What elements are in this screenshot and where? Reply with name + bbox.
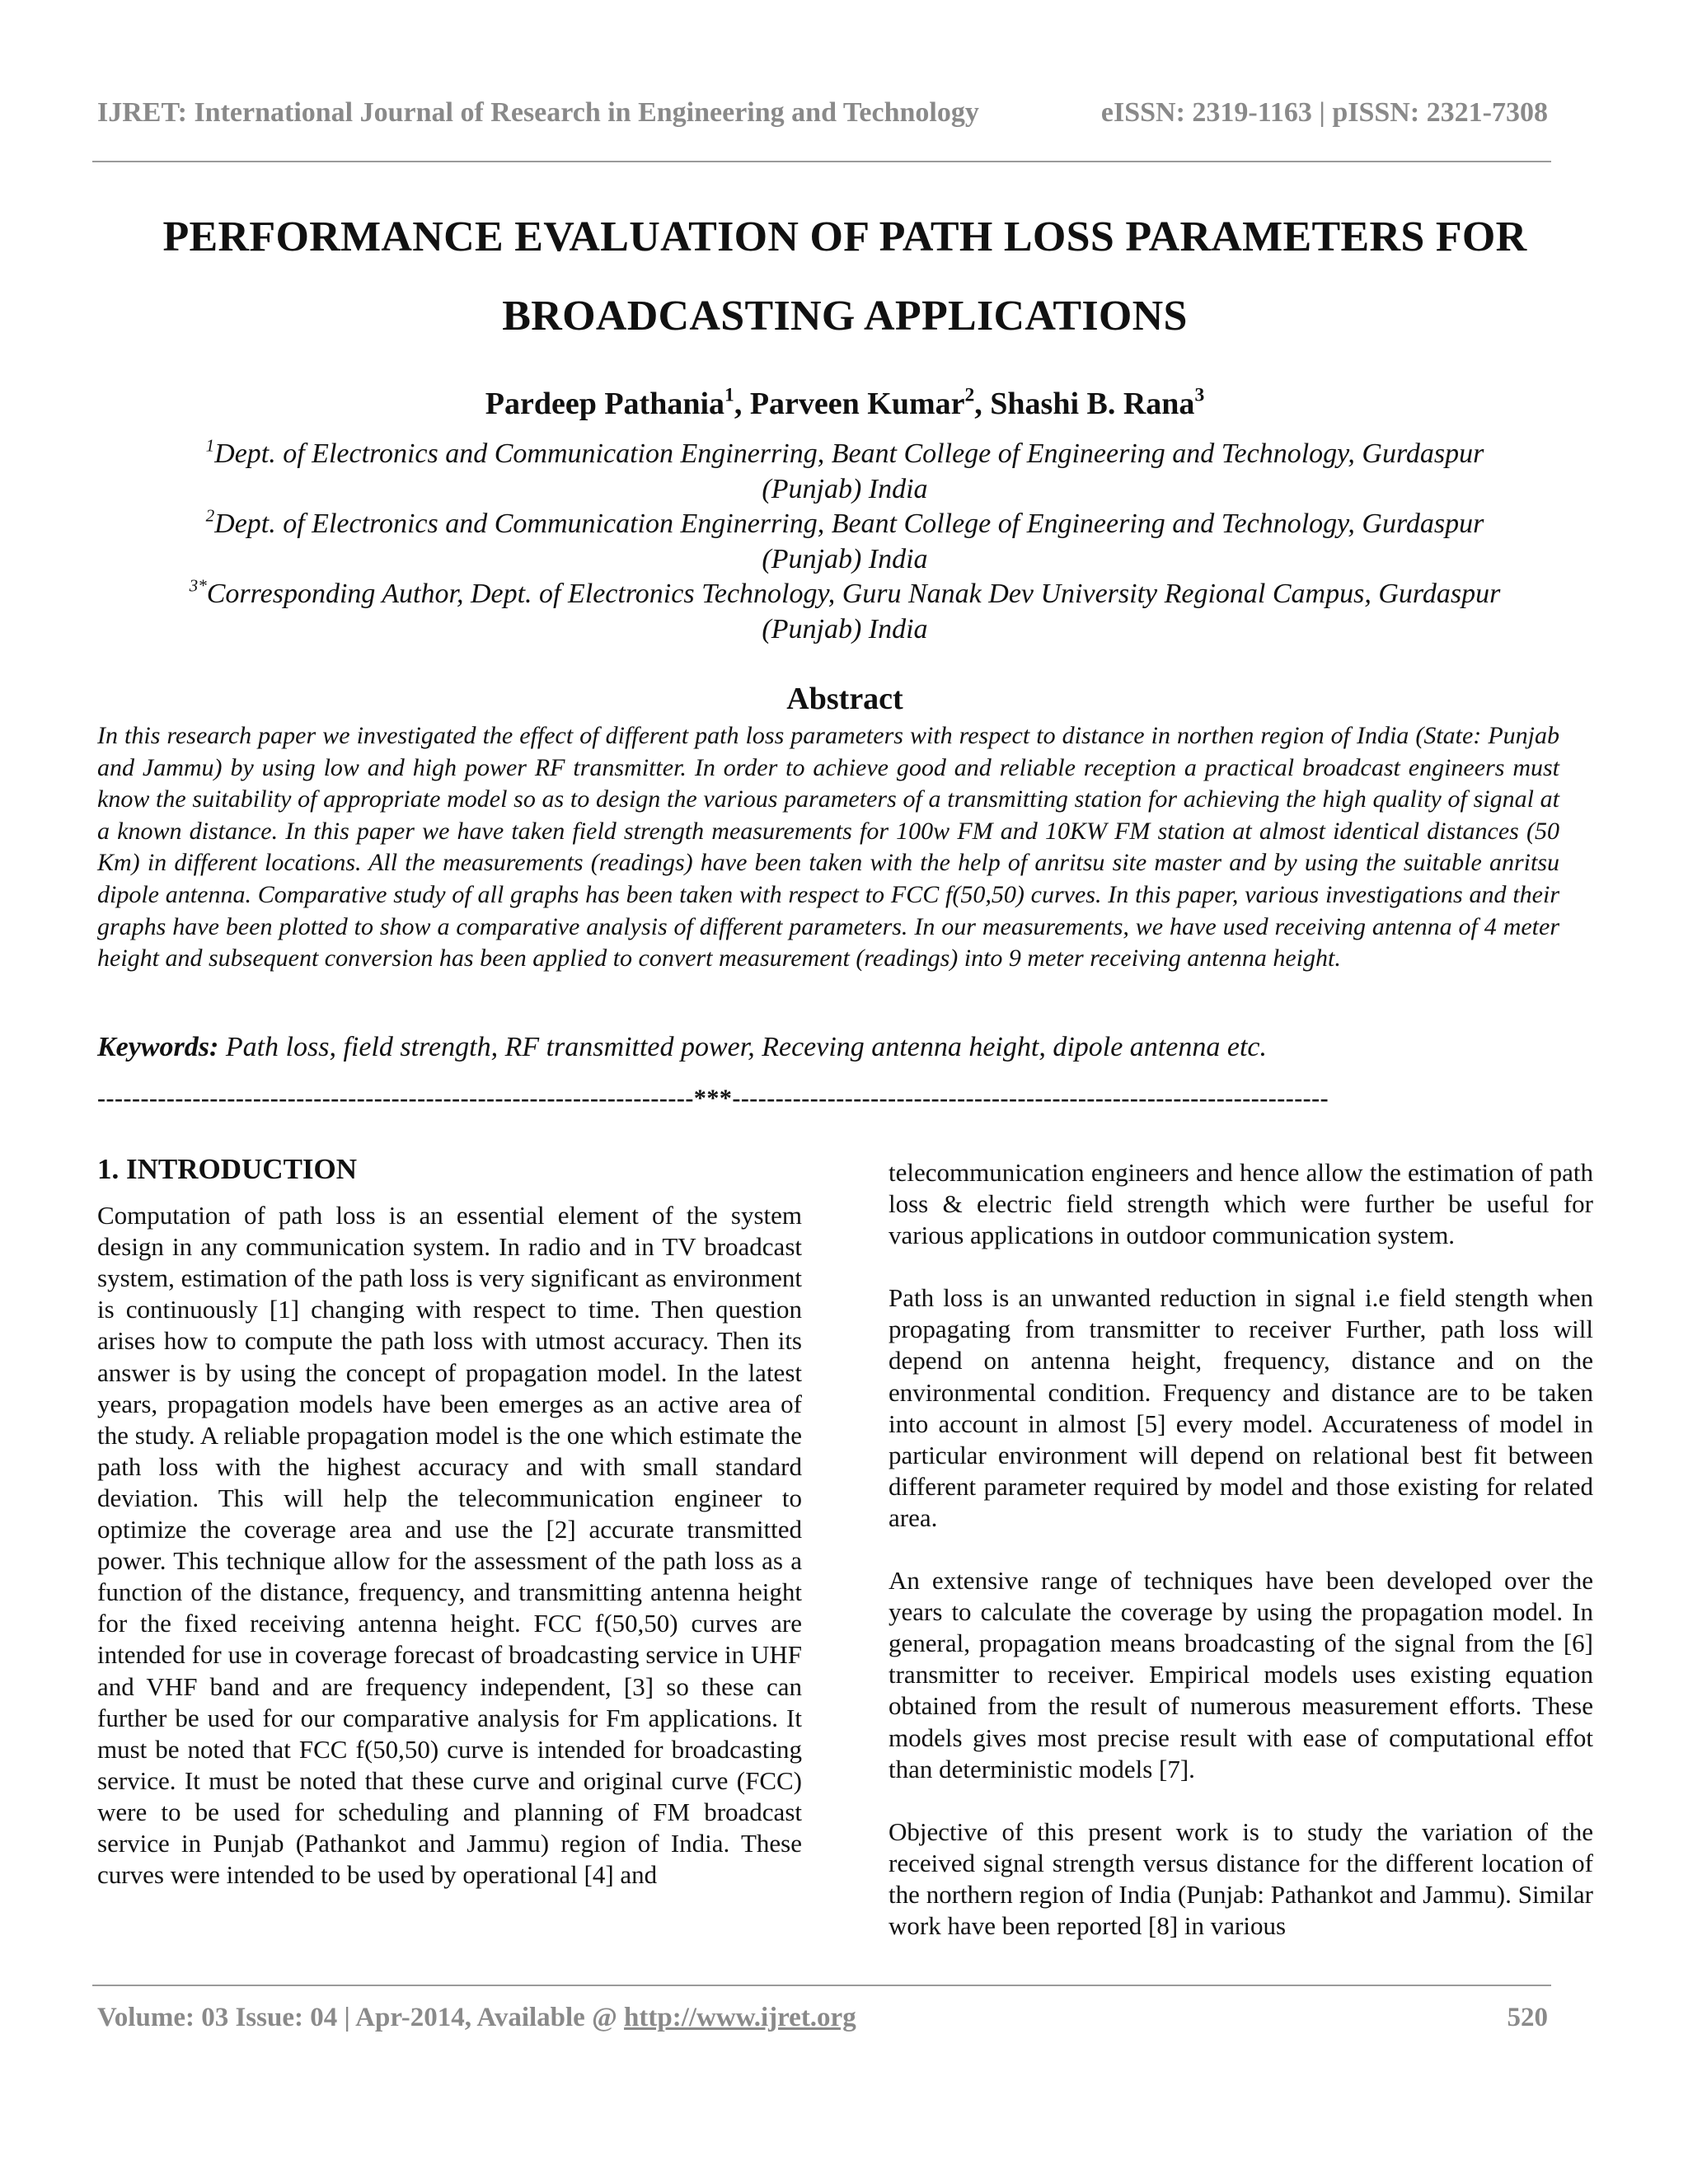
author-name: Pardeep Pathania <box>485 387 725 421</box>
paragraph: Path loss is an unwanted reduction in signal i.e field stength when propagating from transmitter to receiver Further, path loss will depend on antenna height, frequency, distance and on the environmental condition. Frequency and distance are to be taken into account in almost [5] every model. Accurateness of model in particular environment will depend on relational best fit between different parameter required by model and those existing for related area. <box>889 1283 1593 1532</box>
running-header <box>97 97 1548 129</box>
affiliation-2 <box>91 507 1599 542</box>
section-heading-introduction: 1. INTRODUCTION <box>97 1153 358 1185</box>
issn-info: eISSN: 2319-1163 | pISSN: 2321-7308 <box>1100 97 1548 128</box>
running-footer <box>97 2003 1548 2033</box>
affiliation-1-location: (Punjab) India <box>762 473 928 504</box>
author-name: Shashi B. Rana <box>990 387 1195 421</box>
journal-link[interactable]: http://www.ijret.org <box>624 2003 856 2032</box>
affiliation-3 <box>91 577 1599 612</box>
affiliation-text: Corresponding Author, Dept. of Electronics Technology, Guru Nanak Dev University Regional Campus, Gurdaspur <box>206 579 1501 609</box>
affiliation-1 <box>91 437 1599 472</box>
paragraph: Computation of path loss is an essential element of the system design in any communication system. In radio and in TV broadcast system, estimation of the path loss is very significant as environment is continuously [1] changing with respect to time. Then question arises how to compute the path loss with utmost accuracy. Then its answer is by using the concept of propagation model. In the latest years, propagation models have been emerges as an active area of the study. A reliable propagation model is the one which estimate the path loss with the highest accuracy and with small standard deviation. This will help the telecommunication engineer to optimize the coverage area and use the [2] accurate transmitted power. This technique allow for the assessment of the path loss as a function of the distance, frequency, and transmitting antenna height for the fixed receiving antenna height. FCC f(50,50) curves are intended for use in coverage forecast of broadcasting service in UHF and VHF band and are frequency independent, [3] so these can further be used for our comparative analysis for Fm applications. It must be noted that FCC f(50,50) curve is intended for broadcasting service. It must be noted that these curve and original curve (FCC) were to be used for scheduling and planning of FM broadcast service in Punjab (Pathankot and Jammu) region of India. These curves were intended to be used by operational [4] and <box>97 1201 802 1890</box>
abstract-body: In this research paper we investigated the effect of different path loss parameters with respect to distance in northen region of India (State: Punjab and Jammu) by using low and high power RF transmitter. In order to achieve good and reliable reception a practical broadcast engineers must know the suitability of appropriate model so as to design the various parameters of a transmitting station for achieving the high quality of signal at a known distance. In this paper we have taken field strength measurements for 100w FM and 10KW FM station at almost identical distances (50 Km) in different locations. All the measurements (readings) have been taken with the help of anritsu site master and by using the suitable anritsu dipole antenna. Comparative study of all graphs has been taken with respect to FCC f(50,50) curves. In this paper, various investigations and their graphs have been plotted to show a comparative analysis of different parameters. In our measurements, we have used receiving antenna of 4 meter height and subsequent conversion has been applied to convert measurement (readings) into 9 meter receiving antenna height. <box>97 722 1559 972</box>
keywords <box>97 1032 1559 1063</box>
paragraph: An extensive range of techniques have been developed over the years to calculate the coverage by using the propagation model. In general, propagation means broadcasting of the signal from the [6] transmitter to receiver. Empirical models uses existing equation obtained from the result of numerous measurement efforts. These models gives most precise result with ease of computational effot than deterministic models [7]. <box>889 1566 1593 1783</box>
affiliation-sup: 3* <box>189 575 207 596</box>
author-sup: 2 <box>964 384 975 406</box>
title-line-1: PERFORMANCE EVALUATION OF PATH LOSS PARAMETERS FOR <box>162 213 1527 260</box>
volume-text: Volume: 03 Issue: 04 | Apr-2014, Available @ <box>97 2003 625 2032</box>
paper-title <box>91 198 1599 356</box>
paragraph: Objective of this present work is to study the variation of the received signal strength versus distance for the different location of the northern region of India (Punjab: Pathankot and Jammu). Similar work have been reported [8] in various <box>889 1816 1593 1940</box>
affiliations <box>91 437 1599 647</box>
section-separator: ---------------------------------------------------------------------***--------------------------------------------------------------------- <box>97 1085 1329 1112</box>
author-sup: 3 <box>1194 384 1205 406</box>
journal-name: IJRET: International Journal of Research in Engineering and Technology <box>97 97 979 128</box>
right-column <box>889 1157 1593 1942</box>
affiliation-sup: 1 <box>205 435 215 456</box>
affiliation-3-location: (Punjab) India <box>762 613 928 644</box>
header-rule <box>92 161 1551 162</box>
page-number: 520 <box>1507 2003 1548 2032</box>
keywords-text: Path loss, field strength, RF transmitted power, Receving antenna height, dipole antenna etc. <box>218 1032 1267 1062</box>
left-column <box>97 1154 802 1891</box>
author-list <box>91 386 1599 422</box>
author-sup: 1 <box>724 384 734 406</box>
affiliation-text: Dept. of Electronics and Communication Enginerring, Beant College of Engineering and Technology, Gurdaspur <box>214 509 1484 539</box>
author-separator: , <box>734 387 750 421</box>
author-name: Parveen Kumar <box>749 387 965 421</box>
affiliation-sup: 2 <box>205 505 215 526</box>
volume-info <box>97 2003 856 2033</box>
keywords-label: Keywords: <box>97 1032 219 1062</box>
affiliation-text: Dept. of Electronics and Communication Enginerring, Beant College of Engineering and Technology, Gurdaspur <box>214 438 1484 469</box>
title-line-2: BROADCASTING APPLICATIONS <box>502 293 1188 340</box>
author-separator: , <box>974 387 991 421</box>
abstract-heading: Abstract <box>786 682 903 716</box>
footer-rule <box>92 1985 1551 1986</box>
paragraph: telecommunication engineers and hence allow the estimation of path loss & electric field strength which were further be useful for various applications in outdoor communication system. <box>889 1158 1593 1250</box>
affiliation-2-location: (Punjab) India <box>762 543 928 574</box>
